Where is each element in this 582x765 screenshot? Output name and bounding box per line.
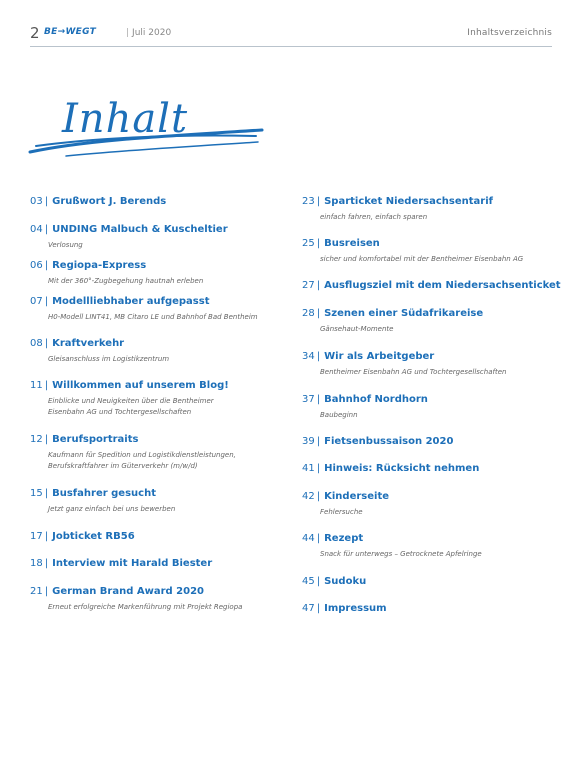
toc-title: Wir als Arbeitgeber bbox=[324, 351, 435, 362]
toc-entry[interactable] bbox=[30, 196, 166, 207]
toc-title: Sparticket Niedersachsentarif bbox=[324, 196, 494, 207]
separator: | bbox=[44, 434, 49, 445]
separator: | bbox=[44, 531, 49, 542]
toc-subtitle: Kaufmann für Spedition und Logistikdienstleistungen, Berufskraftfahrer im Güterverkehr (m/w/d) bbox=[48, 451, 236, 470]
toc-subtitle: Bentheimer Eisenbahn AG und Tochtergesellschaften bbox=[320, 368, 507, 376]
title-text: Inhalt bbox=[62, 96, 189, 142]
toc-title: Interview mit Harald Biester bbox=[52, 558, 213, 569]
toc-page-number: 15 bbox=[30, 488, 43, 499]
toc-entry[interactable] bbox=[302, 533, 550, 560]
toc-page-number: 17 bbox=[30, 531, 43, 542]
toc-page-number: 37 bbox=[302, 394, 315, 405]
toc-entry[interactable] bbox=[302, 308, 550, 335]
toc-entry[interactable] bbox=[302, 491, 550, 518]
separator: | bbox=[316, 238, 321, 249]
separator: | bbox=[44, 196, 49, 207]
separator: | bbox=[316, 308, 321, 319]
toc-title: German Brand Award 2020 bbox=[52, 586, 204, 597]
toc-title: Kinderseite bbox=[324, 491, 390, 502]
separator: | bbox=[44, 260, 49, 271]
toc-entry[interactable] bbox=[30, 558, 212, 569]
toc-page-number: 08 bbox=[30, 338, 43, 349]
separator: | bbox=[316, 436, 321, 447]
toc-entry[interactable] bbox=[30, 586, 278, 613]
toc-title: Regiopa-Express bbox=[52, 260, 147, 271]
toc-entry[interactable] bbox=[30, 488, 278, 515]
toc-entry[interactable] bbox=[302, 463, 479, 474]
toc-entry[interactable] bbox=[302, 576, 366, 587]
toc-page-number: 23 bbox=[302, 196, 315, 207]
toc-entry[interactable] bbox=[302, 280, 561, 291]
toc-page-number: 25 bbox=[302, 238, 315, 249]
separator: | bbox=[316, 280, 321, 291]
toc-entry[interactable] bbox=[30, 224, 278, 251]
toc-entry[interactable] bbox=[302, 196, 550, 223]
title-swoosh-3 bbox=[66, 142, 258, 156]
toc-entry[interactable] bbox=[30, 260, 278, 287]
toc-page-number: 11 bbox=[30, 380, 43, 391]
toc-subtitle: Baubeginn bbox=[320, 411, 358, 419]
separator: | bbox=[316, 533, 321, 544]
toc-subtitle: Jetzt ganz einfach bei uns bewerben bbox=[48, 505, 176, 513]
toc-subtitle: H0-Modell LINT41, MB Citaro LE und Bahnhof Bad Bentheim bbox=[48, 313, 258, 321]
toc-title: Rezept bbox=[324, 533, 364, 544]
brand-logo: BE→WEGT bbox=[44, 27, 97, 37]
toc-page-number: 47 bbox=[302, 603, 315, 614]
toc-page-number: 04 bbox=[30, 224, 43, 235]
toc-title: Fietsenbussaison 2020 bbox=[324, 436, 454, 447]
toc-subtitle: Fehlersuche bbox=[320, 508, 363, 516]
toc-subtitle: Verlosung bbox=[48, 241, 83, 249]
toc-subtitle: Erneut erfolgreiche Markenführung mit Projekt Regiopa bbox=[48, 603, 243, 611]
toc-title: Busfahrer gesucht bbox=[52, 488, 156, 499]
page-header bbox=[30, 24, 552, 47]
handwritten-title bbox=[26, 96, 266, 166]
toc-page-number: 18 bbox=[30, 558, 43, 569]
toc-page-number: 03 bbox=[30, 196, 43, 207]
separator: | bbox=[44, 488, 49, 499]
toc-entry[interactable] bbox=[30, 531, 135, 542]
separator: | bbox=[44, 380, 49, 391]
toc-title: Szenen einer Südafrikareise bbox=[324, 308, 484, 319]
toc-entry[interactable] bbox=[302, 351, 550, 378]
separator: | bbox=[44, 586, 49, 597]
toc-entry[interactable] bbox=[30, 380, 278, 418]
toc-subtitle: Einblicke und Neuigkeiten über die Bentheimer Eisenbahn AG und Tochtergesellschaften bbox=[48, 397, 214, 416]
toc-title: Bahnhof Nordhorn bbox=[324, 394, 428, 405]
separator: | bbox=[316, 351, 321, 362]
toc-page-number: 44 bbox=[302, 533, 315, 544]
toc-title: UNDING Malbuch & Kuscheltier bbox=[52, 224, 228, 235]
issue-date bbox=[126, 28, 171, 38]
toc-entry[interactable] bbox=[302, 603, 387, 614]
toc-title: Busreisen bbox=[324, 238, 380, 249]
page-number: 2 bbox=[30, 24, 40, 42]
toc-page-number: 34 bbox=[302, 351, 315, 362]
toc-title: Sudoku bbox=[324, 576, 367, 587]
toc-subtitle: Snack für unterwegs – Getrocknete Apfelringe bbox=[320, 550, 482, 558]
separator: | bbox=[126, 28, 130, 38]
separator: | bbox=[316, 196, 321, 207]
toc-entry[interactable] bbox=[30, 338, 278, 365]
toc-title: Hinweis: Rücksicht nehmen bbox=[324, 463, 480, 474]
separator: | bbox=[44, 296, 49, 307]
toc-subtitle: Gänsehaut-Momente bbox=[320, 325, 394, 333]
toc-page-number: 06 bbox=[30, 260, 43, 271]
separator: | bbox=[316, 491, 321, 502]
separator: | bbox=[44, 224, 49, 235]
separator: | bbox=[44, 338, 49, 349]
separator: | bbox=[316, 394, 321, 405]
toc-page-number: 12 bbox=[30, 434, 43, 445]
toc-subtitle: Mit der 360°-Zugbegehung hautnah erleben bbox=[48, 277, 204, 285]
toc-title: Berufsportraits bbox=[52, 434, 139, 445]
toc-page-number: 21 bbox=[30, 586, 43, 597]
toc-entry[interactable] bbox=[302, 238, 550, 265]
toc-title: Modellliebhaber aufgepasst bbox=[52, 296, 210, 307]
toc-page-number: 45 bbox=[302, 576, 315, 587]
separator: | bbox=[44, 558, 49, 569]
toc-page-number: 28 bbox=[302, 308, 315, 319]
toc-entry[interactable] bbox=[30, 296, 278, 323]
separator: | bbox=[316, 576, 321, 587]
toc-title: Jobticket RB56 bbox=[52, 531, 135, 542]
toc-title: Willkommen auf unserem Blog! bbox=[52, 380, 229, 391]
separator: | bbox=[316, 463, 321, 474]
toc-page-number: 39 bbox=[302, 436, 315, 447]
toc-title: Impressum bbox=[324, 603, 387, 614]
toc-subtitle: einfach fahren, einfach sparen bbox=[320, 213, 428, 221]
toc-subtitle: sicher und komfortabel mit der Bentheimer Eisenbahn AG bbox=[320, 255, 524, 263]
separator: | bbox=[316, 603, 321, 614]
toc-page-number: 27 bbox=[302, 280, 315, 291]
toc-page-number: 42 bbox=[302, 491, 315, 502]
toc-page-number: 07 bbox=[30, 296, 43, 307]
toc-subtitle: Gleisanschluss im Logistikzentrum bbox=[48, 355, 170, 363]
toc-entry[interactable] bbox=[302, 436, 453, 447]
toc-page-number: 41 bbox=[302, 463, 315, 474]
section-label: Inhaltsverzeichnis bbox=[467, 28, 552, 38]
toc-title: Ausflugsziel mit dem Niedersachsenticket bbox=[324, 280, 561, 291]
toc-title: Grußwort J. Berends bbox=[52, 196, 167, 207]
issue-date-text: Juli 2020 bbox=[132, 28, 172, 38]
toc-entry[interactable] bbox=[302, 394, 550, 421]
toc-entry[interactable] bbox=[30, 434, 278, 472]
toc-title: Kraftverkehr bbox=[52, 338, 125, 349]
